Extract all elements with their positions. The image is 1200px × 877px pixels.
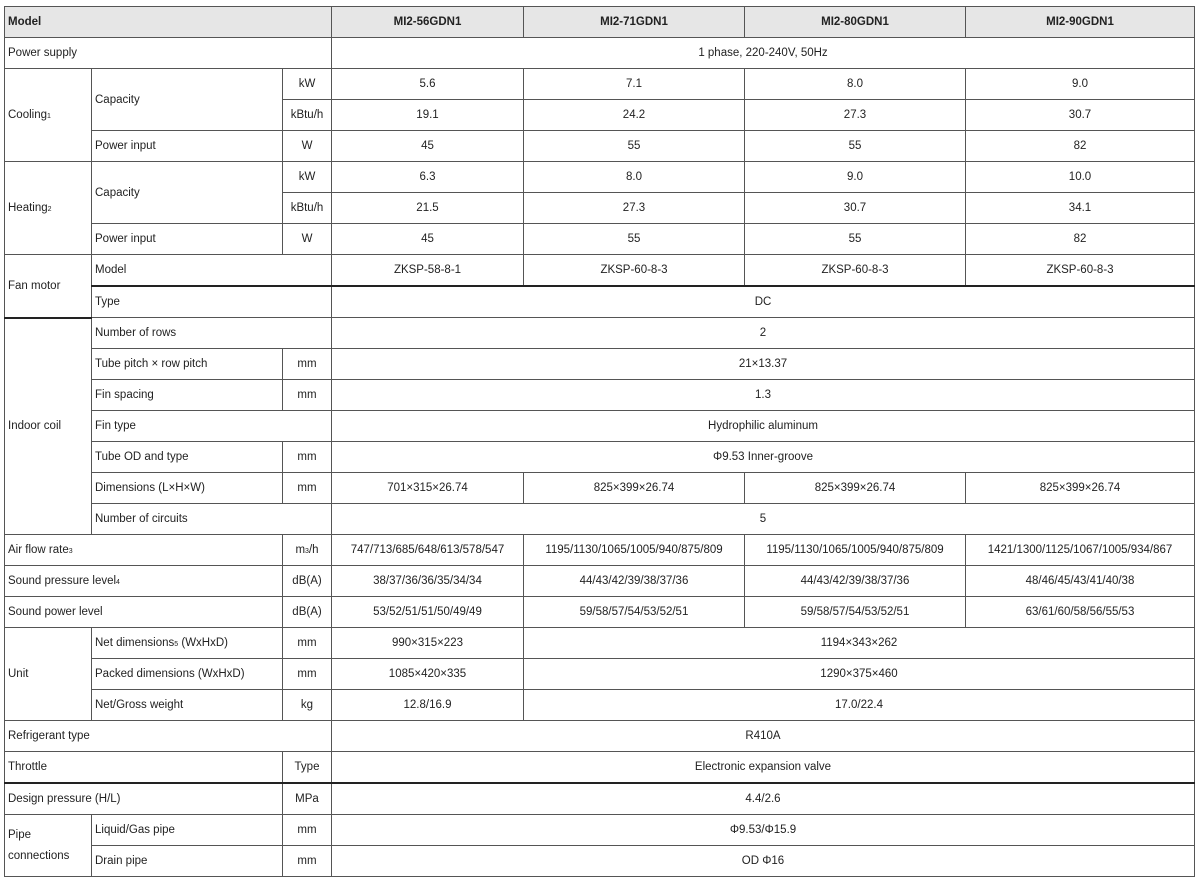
coil-tube-label: Tube OD and type bbox=[92, 442, 283, 473]
sound-power-label: Sound power level bbox=[5, 597, 283, 628]
value-cell: 55 bbox=[524, 131, 745, 162]
value-cell: 1.3 bbox=[332, 380, 1195, 411]
value-cell: 747/713/685/648/613/578/547 bbox=[332, 535, 524, 566]
value-cell: 990×315×223 bbox=[332, 628, 524, 659]
value-cell: 1195/1130/1065/1005/940/875/809 bbox=[524, 535, 745, 566]
value-cell: 55 bbox=[745, 224, 966, 255]
unit-cell: kBtu/h bbox=[283, 193, 332, 224]
unit-cell: mm bbox=[283, 349, 332, 380]
unit-label: Unit bbox=[5, 628, 92, 721]
cooling-power-label: Power input bbox=[92, 131, 283, 162]
value-cell: 825×399×26.74 bbox=[745, 473, 966, 504]
value-cell: 9.0 bbox=[966, 69, 1195, 100]
power-supply-row bbox=[5, 38, 1195, 69]
value-cell: 5 bbox=[332, 504, 1195, 535]
value-cell: DC bbox=[332, 286, 1195, 318]
heating-kw-row bbox=[5, 162, 1195, 193]
unit-cell: kW bbox=[283, 69, 332, 100]
value-cell: 8.0 bbox=[524, 162, 745, 193]
power-supply-value: 1 phase, 220-240V, 50Hz bbox=[332, 38, 1195, 69]
value-cell: Φ9.53 Inner-groove bbox=[332, 442, 1195, 473]
value-cell: 27.3 bbox=[524, 193, 745, 224]
coil-pitch-row bbox=[5, 349, 1195, 380]
value-cell: 55 bbox=[524, 224, 745, 255]
coil-fin-type-row bbox=[5, 411, 1195, 442]
sound-pressure-row bbox=[5, 566, 1195, 597]
unit-cell: dB(A) bbox=[283, 566, 332, 597]
model-header: MI2-90GDN1 bbox=[966, 7, 1195, 38]
value-cell: 1194×343×262 bbox=[524, 628, 1195, 659]
value-cell: 1421/1300/1125/1067/1005/934/867 bbox=[966, 535, 1195, 566]
value-cell: 9.0 bbox=[745, 162, 966, 193]
unit-cell: mm bbox=[283, 628, 332, 659]
unit-cell: W bbox=[283, 131, 332, 162]
unit-cell: dB(A) bbox=[283, 597, 332, 628]
fan-model-row bbox=[5, 255, 1195, 287]
unit-cell: mm bbox=[283, 442, 332, 473]
coil-tube-row bbox=[5, 442, 1195, 473]
power-supply-label: Power supply bbox=[5, 38, 332, 69]
unit-cell: kBtu/h bbox=[283, 100, 332, 131]
value-cell: 30.7 bbox=[966, 100, 1195, 131]
value-cell: 59/58/57/54/53/52/51 bbox=[745, 597, 966, 628]
heating-capacity-label: Capacity bbox=[92, 162, 283, 224]
unit-net-label: Net dimensions5 (WxHxD) bbox=[92, 628, 283, 659]
heating-label: Heating2 bbox=[5, 162, 92, 255]
coil-fin-spacing-row bbox=[5, 380, 1195, 411]
value-cell: ZKSP-58-8-1 bbox=[332, 255, 524, 287]
fan-model-label: Model bbox=[92, 255, 332, 287]
value-cell: 63/61/60/58/56/55/53 bbox=[966, 597, 1195, 628]
unit-net-row bbox=[5, 628, 1195, 659]
unit-cell: kg bbox=[283, 690, 332, 721]
throttle-row bbox=[5, 752, 1195, 784]
unit-packed-row bbox=[5, 659, 1195, 690]
air-flow-row bbox=[5, 535, 1195, 566]
value-cell: 825×399×26.74 bbox=[524, 473, 745, 504]
coil-rows-label: Number of rows bbox=[92, 318, 332, 349]
value-cell: 82 bbox=[966, 224, 1195, 255]
coil-pitch-label: Tube pitch × row pitch bbox=[92, 349, 283, 380]
unit-weight-row bbox=[5, 690, 1195, 721]
value-cell: 55 bbox=[745, 131, 966, 162]
coil-rows-row bbox=[5, 318, 1195, 349]
value-cell: 1085×420×335 bbox=[332, 659, 524, 690]
unit-cell: mm bbox=[283, 380, 332, 411]
sound-pressure-label: Sound pressure level4 bbox=[5, 566, 283, 597]
unit-cell: MPa bbox=[283, 783, 332, 815]
pipe-liquid-label: Liquid/Gas pipe bbox=[92, 815, 283, 846]
value-cell: Electronic expansion valve bbox=[332, 752, 1195, 784]
value-cell: 7.1 bbox=[524, 69, 745, 100]
value-cell: 45 bbox=[332, 131, 524, 162]
heating-power-row bbox=[5, 224, 1195, 255]
unit-cell: W bbox=[283, 224, 332, 255]
coil-dimensions-row bbox=[5, 473, 1195, 504]
fan-type-label: Type bbox=[92, 286, 332, 318]
refrigerant-label: Refrigerant type bbox=[5, 721, 332, 752]
design-pressure-row bbox=[5, 783, 1195, 815]
unit-cell: m3/h bbox=[283, 535, 332, 566]
design-pressure-label: Design pressure (H/L) bbox=[5, 783, 283, 815]
header-label: Model bbox=[5, 7, 332, 38]
model-header: MI2-56GDN1 bbox=[332, 7, 524, 38]
value-cell: 21.5 bbox=[332, 193, 524, 224]
value-cell: Hydrophilic aluminum bbox=[332, 411, 1195, 442]
value-cell: 53/52/51/51/50/49/49 bbox=[332, 597, 524, 628]
refrigerant-row bbox=[5, 721, 1195, 752]
fan-type-row bbox=[5, 286, 1195, 318]
header-row bbox=[5, 7, 1195, 38]
value-cell: 34.1 bbox=[966, 193, 1195, 224]
coil-circuits-label: Number of circuits bbox=[92, 504, 332, 535]
unit-packed-label: Packed dimensions (WxHxD) bbox=[92, 659, 283, 690]
value-cell: 701×315×26.74 bbox=[332, 473, 524, 504]
pipe-drain-label: Drain pipe bbox=[92, 846, 283, 877]
unit-cell: mm bbox=[283, 846, 332, 877]
value-cell: 48/46/45/43/41/40/38 bbox=[966, 566, 1195, 597]
value-cell: 1195/1130/1065/1005/940/875/809 bbox=[745, 535, 966, 566]
value-cell: 5.6 bbox=[332, 69, 524, 100]
value-cell: 38/37/36/36/35/34/34 bbox=[332, 566, 524, 597]
pipe-connections-label: Pipe connections bbox=[5, 815, 92, 877]
cooling-label: Cooling1 bbox=[5, 69, 92, 162]
value-cell: OD Φ16 bbox=[332, 846, 1195, 877]
value-cell: R410A bbox=[332, 721, 1195, 752]
value-cell: 17.0/22.4 bbox=[524, 690, 1195, 721]
value-cell: 27.3 bbox=[745, 100, 966, 131]
unit-weight-label: Net/Gross weight bbox=[92, 690, 283, 721]
pipe-liquid-row bbox=[5, 815, 1195, 846]
value-cell: 4.4/2.6 bbox=[332, 783, 1195, 815]
unit-cell: mm bbox=[283, 659, 332, 690]
value-cell: 19.1 bbox=[332, 100, 524, 131]
value-cell: 21×13.37 bbox=[332, 349, 1195, 380]
value-cell: 30.7 bbox=[745, 193, 966, 224]
throttle-label: Throttle bbox=[5, 752, 283, 784]
value-cell: 8.0 bbox=[745, 69, 966, 100]
value-cell: 12.8/16.9 bbox=[332, 690, 524, 721]
sound-power-row bbox=[5, 597, 1195, 628]
value-cell: 10.0 bbox=[966, 162, 1195, 193]
model-header: MI2-71GDN1 bbox=[524, 7, 745, 38]
unit-cell: mm bbox=[283, 473, 332, 504]
value-cell: 2 bbox=[332, 318, 1195, 349]
value-cell: 45 bbox=[332, 224, 524, 255]
value-cell: Φ9.53/Φ15.9 bbox=[332, 815, 1195, 846]
unit-cell: kW bbox=[283, 162, 332, 193]
model-header: MI2-80GDN1 bbox=[745, 7, 966, 38]
indoor-coil-label: Indoor coil bbox=[5, 318, 92, 535]
value-cell: ZKSP-60-8-3 bbox=[745, 255, 966, 287]
coil-dimensions-label: Dimensions (L×H×W) bbox=[92, 473, 283, 504]
cooling-kw-row bbox=[5, 69, 1195, 100]
value-cell: 24.2 bbox=[524, 100, 745, 131]
coil-fin-spacing-label: Fin spacing bbox=[92, 380, 283, 411]
value-cell: 1290×375×460 bbox=[524, 659, 1195, 690]
cooling-capacity-label: Capacity bbox=[92, 69, 283, 131]
value-cell: 44/43/42/39/38/37/36 bbox=[745, 566, 966, 597]
heating-power-label: Power input bbox=[92, 224, 283, 255]
pipe-drain-row bbox=[5, 846, 1195, 877]
cooling-power-row bbox=[5, 131, 1195, 162]
value-cell: ZKSP-60-8-3 bbox=[966, 255, 1195, 287]
spec-table bbox=[4, 6, 1195, 877]
coil-circuits-row bbox=[5, 504, 1195, 535]
value-cell: 82 bbox=[966, 131, 1195, 162]
value-cell: ZKSP-60-8-3 bbox=[524, 255, 745, 287]
value-cell: 6.3 bbox=[332, 162, 524, 193]
value-cell: 44/43/42/39/38/37/36 bbox=[524, 566, 745, 597]
coil-fin-type-label: Fin type bbox=[92, 411, 332, 442]
value-cell: 825×399×26.74 bbox=[966, 473, 1195, 504]
unit-cell: Type bbox=[283, 752, 332, 784]
air-flow-label: Air flow rate3 bbox=[5, 535, 283, 566]
value-cell: 59/58/57/54/53/52/51 bbox=[524, 597, 745, 628]
unit-cell: mm bbox=[283, 815, 332, 846]
fan-motor-label: Fan motor bbox=[5, 255, 92, 318]
